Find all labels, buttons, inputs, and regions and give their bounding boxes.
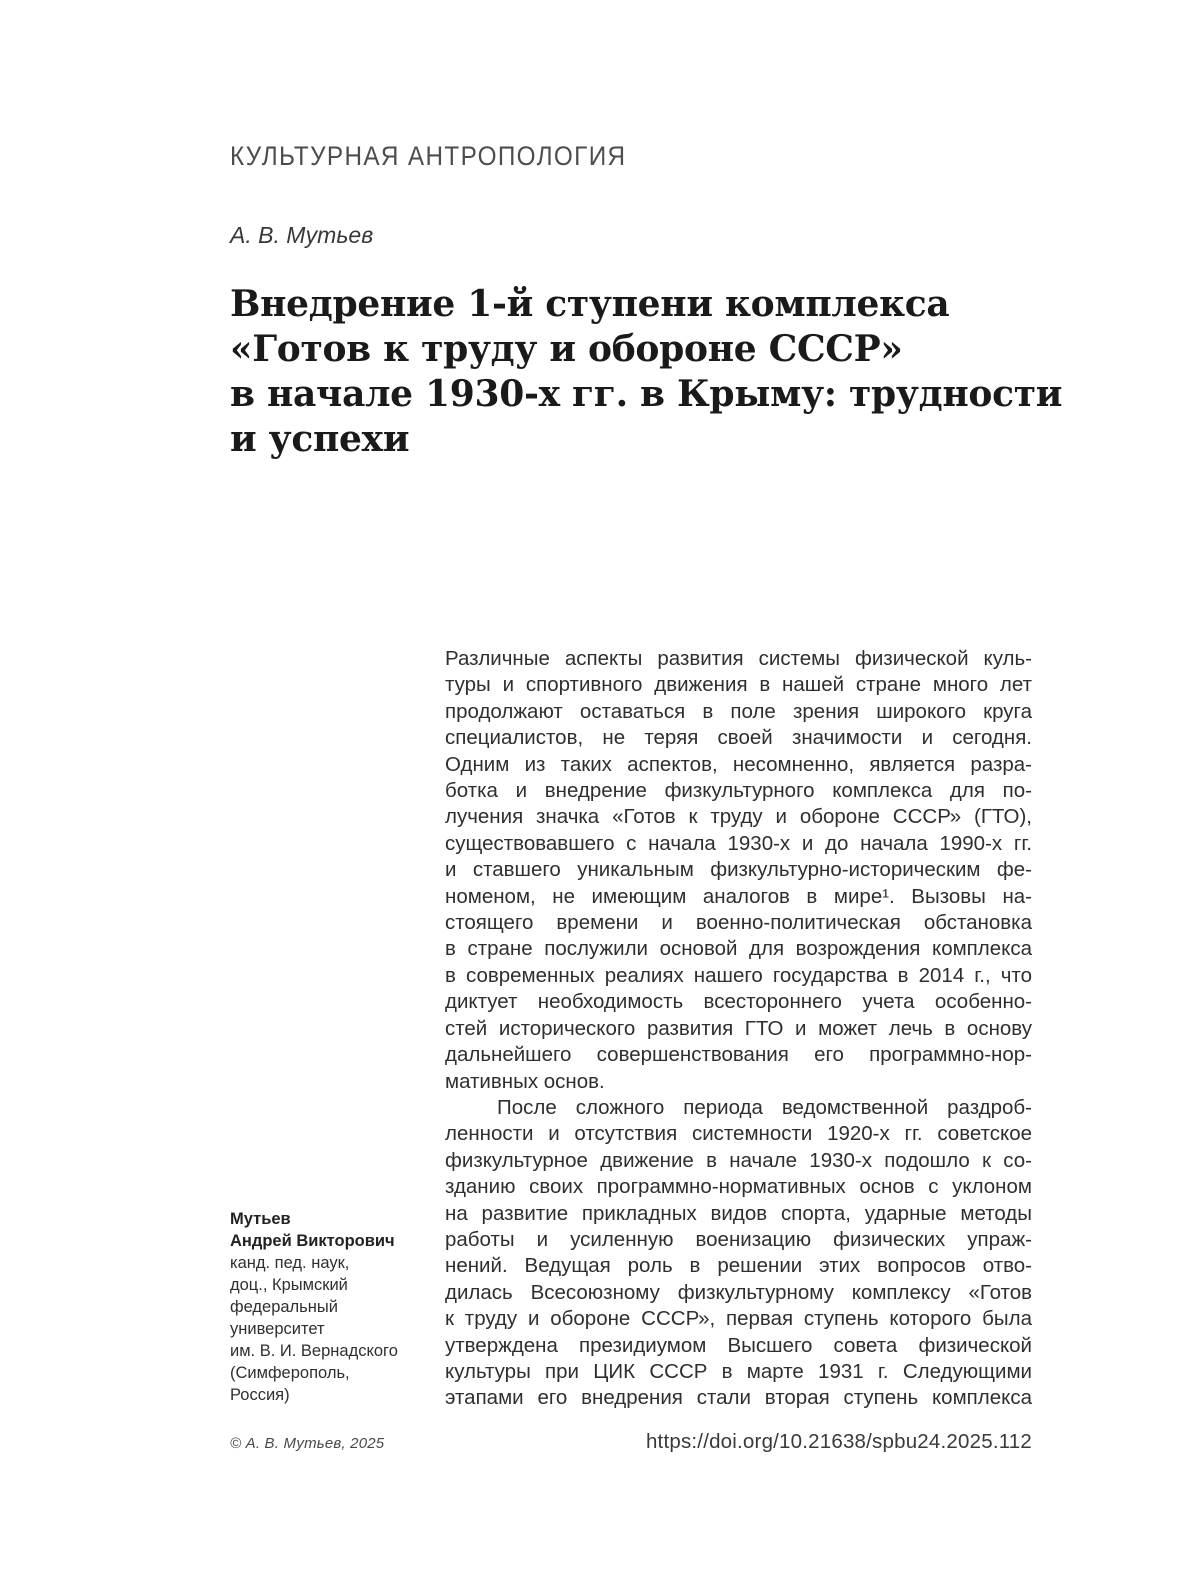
article-body: [445, 646, 1032, 1412]
author-full-name: Мутьев Андрей Викторович: [230, 1210, 395, 1250]
section-heading: КУЛЬТУРНАЯ АНТРОПОЛОГИЯ: [230, 141, 627, 171]
body-paragraph-2: После сложного периода ведомственной раздроб- ленности и отсутствия системности 1920-х гг. советское физкультурное движение в начале 1930-х подошло к со- зданию своих программно-нормативных основ с уклоном на развитие прикладных видов спорта, ударные методы работы и усиленную военизацию физических упраж- нений. Ведущая роль в решении этих вопросов отво- дилась Всесоюзному физкультурному комплексу «Готов к труду и обороне СССР», первая ступень которого была утверждена президиумом Высшего совета физической культуры при ЦИК СССР в марте 1931 г. Следующими этапами его внедрения стали вторая ступень комплекса: [445, 1095, 1032, 1410]
author-affiliation: канд. пед. наук, доц., Крымский федеральный университет им. В. И. Вернадского (Симферополь, Россия): [230, 1254, 398, 1404]
copyright-notice: © А. В. Мутьев, 2025: [230, 1435, 385, 1452]
article-title: Внедрение 1-й ступени комплекса «Готов к труду и обороне СССР» в начале 1930-х гг. в Крыму: трудности и успехи: [230, 283, 1063, 460]
doi-link[interactable]: https://doi.org/10.21638/spbu24.2025.112: [645, 1430, 1032, 1453]
page-footer: [230, 1430, 1032, 1454]
author-byline: А. В. Мутьев: [230, 222, 374, 248]
author-info-box: [230, 1208, 440, 1406]
body-paragraph-1: Различные аспекты развития системы физической куль- туры и спортивного движения в нашей стране много лет продолжают оставаться в поле зрения широкого круга специалистов, не теряя своей значимости и сегодня. Одним из таких аспектов, несомненно, является разра- ботка и внедрение физкультурного комплекса для по- лучения значка «Готов к труду и обороне СССР» (ГТО), существовавшего с начала 1930-х и до начала 1990-х гг. и ставшего уникальным физкультурно-историческим фе- номеном, не имеющим аналогов в мире¹. Вызовы на- стоящего времени и военно-политическая обстановка в стране послужили основой для возрождения комплекса в современных реалиях нашего государства в 2014 г., что диктует необходимость всестороннего учета особенно- стей исторического развития ГТО и может лечь в основу дальнейшего совершенствования его программно-нор- мативных основ.: [445, 647, 1032, 1093]
